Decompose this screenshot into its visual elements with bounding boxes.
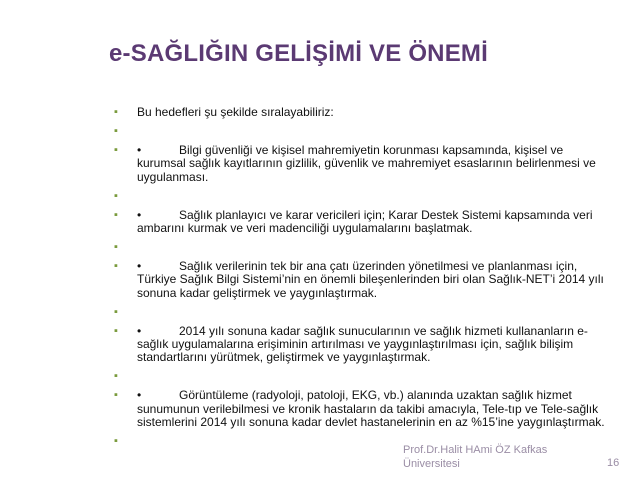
bullet-icon: ▪ bbox=[114, 389, 118, 402]
list-item bbox=[114, 260, 614, 300]
page-number: 16 bbox=[607, 457, 620, 469]
item-marker: • bbox=[137, 207, 142, 222]
bullet-icon: ▪ bbox=[114, 370, 118, 383]
title-main: SAĞLIĞIN GELİŞİMİ VE ÖNEMİ bbox=[130, 40, 488, 67]
item-marker: • bbox=[137, 143, 142, 158]
list-item-empty bbox=[114, 306, 614, 319]
item-marker: • bbox=[137, 388, 142, 403]
bullet-icon: ▪ bbox=[114, 189, 118, 202]
list-item bbox=[114, 144, 614, 184]
bullet-list bbox=[114, 106, 614, 454]
list-item-empty bbox=[114, 190, 614, 203]
title-prefix: e- bbox=[109, 40, 131, 67]
bullet-icon: ▪ bbox=[114, 106, 118, 118]
item-text: Sağlık planlayıcı ve karar vericileri için; Karar Destek Sistemi kapsamında veri ambarını kurmak ve veri madenciliği uygulamalarını başlatmak. bbox=[137, 207, 593, 236]
footer-author bbox=[403, 443, 583, 471]
list-item bbox=[114, 209, 614, 235]
item-text: Sağlık verilerinin tek bir ana çatı üzerinden yönetilmesi ve planlanması için, Türkiye Sağlık Bilgi Sistemi’nin en önemli bileşenlerinden biri olan Sağlık-NET’i 2014 yılı sonuna kadar geliştirmek ve yaygınlaştırmak. bbox=[137, 259, 604, 300]
bullet-icon: ▪ bbox=[114, 435, 118, 448]
list-item bbox=[114, 325, 614, 365]
footer-line-2: Üniversitesi bbox=[403, 458, 460, 470]
item-marker: • bbox=[137, 323, 142, 338]
bullet-icon: ▪ bbox=[114, 144, 118, 157]
list-item-empty bbox=[114, 125, 614, 138]
item-marker: • bbox=[137, 259, 142, 274]
bullet-icon: ▪ bbox=[114, 241, 118, 254]
list-item bbox=[114, 106, 614, 119]
item-text: Görüntüleme (radyoloji, patoloji, EKG, vb.) alanında uzaktan sağlık hizmet sunumunun verilebilmesi ve kronik hastaların da takibi amacıyla, Tele-tıp ve Tele-sağlık sistemlerini 2014 yılı sonuna kadar devlet hastanelerinin en az %15’ine yaygınlaştırmak. bbox=[137, 388, 605, 429]
bullet-icon: ▪ bbox=[114, 260, 118, 273]
slide-title bbox=[109, 40, 488, 68]
bullet-icon: ▪ bbox=[114, 208, 118, 221]
bullet-icon: ▪ bbox=[114, 305, 118, 318]
item-text: Bilgi güvenliği ve kişisel mahremiyetin korunması kapsamında, kişisel ve kurumsal sağlık kayıtlarının gizlilik, güvenlik ve mahremiyet esaslarının belirlenmesi ve uygulanması. bbox=[137, 143, 596, 184]
bullet-icon: ▪ bbox=[114, 125, 118, 138]
list-item-empty bbox=[114, 241, 614, 254]
list-item-empty bbox=[114, 370, 614, 383]
intro-text: Bu hedefleri şu şekilde sıralayabiliriz: bbox=[137, 105, 334, 119]
list-item bbox=[114, 389, 614, 429]
footer-line-1: Prof.Dr.Halit HAmi ÖZ Kafkas bbox=[403, 444, 548, 456]
bullet-icon: ▪ bbox=[114, 324, 118, 337]
item-text: 2014 yılı sonuna kadar sağlık sunucularının ve sağlık hizmeti kullananların e-sağlık uygulamalarına erişiminin artırılması ve yaygınlaştırılması için, sağlık bilişim standartlarını yürütmek, geliştirmek ve yaygınlaştırmak. bbox=[137, 323, 588, 365]
